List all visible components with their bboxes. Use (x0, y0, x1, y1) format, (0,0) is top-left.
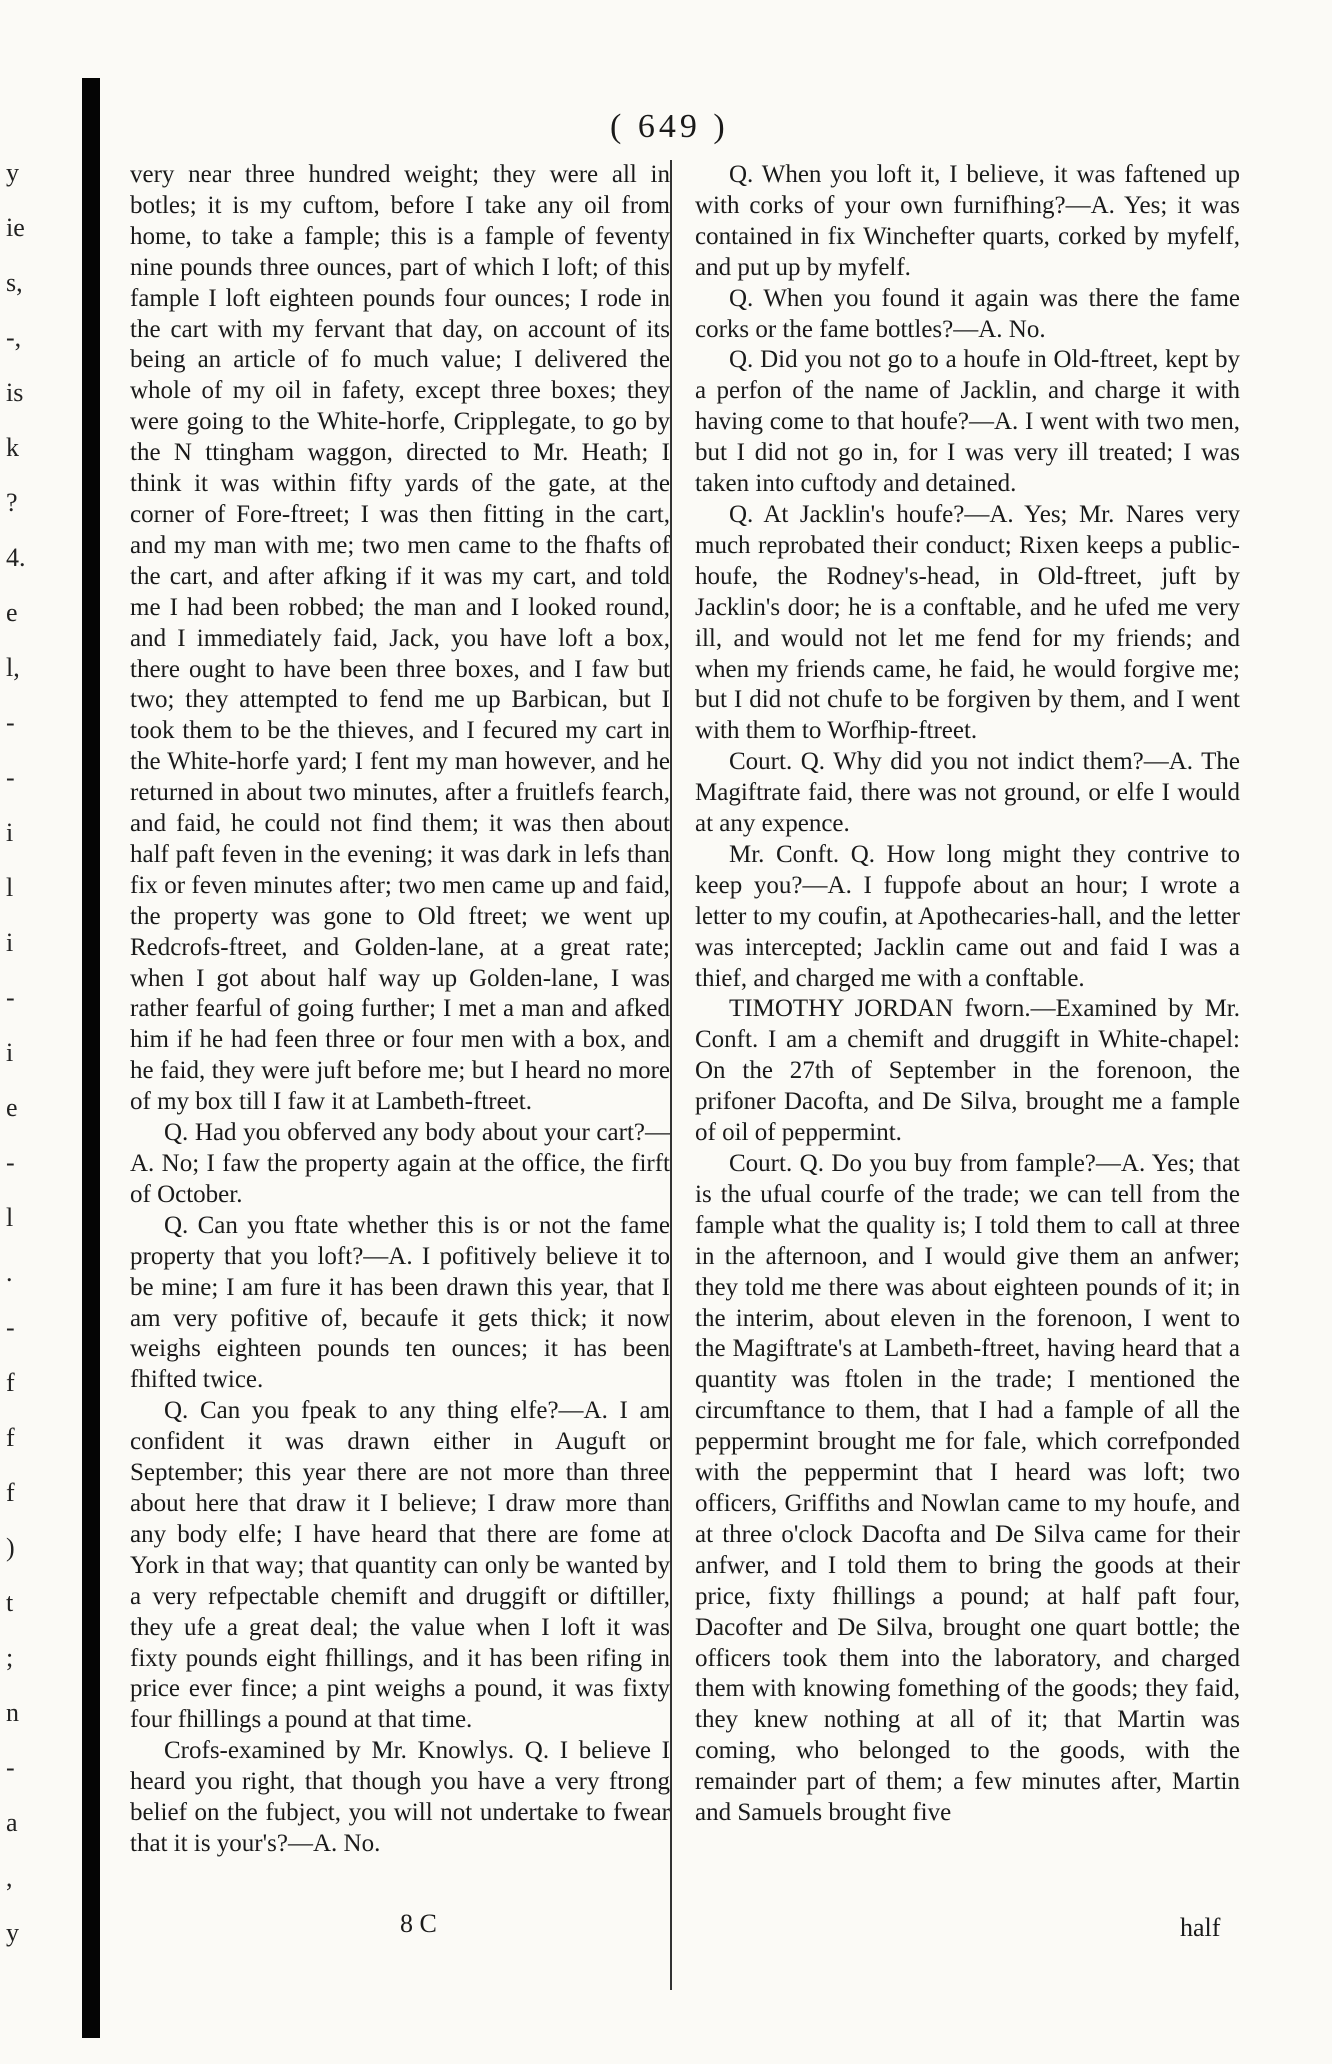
margin-fragment: is (6, 378, 24, 407)
margin-fragment: ; (6, 1643, 14, 1672)
paragraph: Q. Can you ftate whether this is or not the fame property that you loft?—A. I pofitively believe it to be mine; I am fure it has been drawn this year, that I am very pofitive of, becaufe it gets thick; it now weighs eighteen pounds ten ounces; it has been fhifted twice. (130, 1211, 670, 1394)
margin-fragment: i (6, 1038, 14, 1067)
margin-fragment: f (6, 1478, 15, 1507)
signature-mark: 8 C (400, 1909, 437, 1938)
margin-fragment: , (6, 1863, 13, 1892)
margin-fragment: - (6, 763, 15, 792)
margin-fragment: - (6, 983, 15, 1012)
paragraph: Q. When you found it again was there the fame corks or the fame bottles?—A. No. (695, 284, 1240, 343)
margin-fragment: - (6, 1148, 15, 1177)
paragraph: Mr. Conft. Q. How long might they contrive to keep you?—A. I fuppofe about an hour; I wrote a letter to my coufin, at Apothecaries-hall, and the letter was intercepted; Jacklin came out and faid I was a thief, and charged me with a conftable. (695, 840, 1240, 992)
margin-fragment: i (6, 818, 14, 847)
margin-fragment: n (6, 1698, 19, 1727)
binding-shadow (82, 78, 100, 2038)
margin-fragment: . (6, 1258, 13, 1287)
paragraph: Crofs-examined by Mr. Knowlys. Q. I believe I heard you right, that though you have a very ftrong belief on the fubject, you will not undertake to fwear that it is your's?—A. No. (130, 1737, 670, 1857)
margin-fragment: - (6, 708, 15, 737)
right-column (695, 160, 1240, 1829)
paragraph: Q. At Jacklin's houfe?—A. Yes; Mr. Nares very much reprobated their conduct; Rixen keeps a public-houfe, the Rodney's-head, in Old-ftreet, juft by Jacklin's door; he is a conftable, and he ufed me very ill, and would not let me fend for my friends; and when my friends came, he faid, he would forgive me; but I did not chufe to be forgiven by them, and I went with them to Worfhip-ftreet. (695, 500, 1240, 745)
margin-fragment: l (6, 1203, 14, 1232)
margin-fragment: f (6, 1423, 15, 1452)
column-rule (670, 160, 672, 1990)
paragraph: Q. Can you fpeak to any thing elfe?—A. I am confident it was drawn either in Auguft or September; this year there are not more than three about here that draw it I believe; I draw more than any body elfe; I have heard that there are fome at York in that way; that quantity can only be wanted by a very refpectable chemift and druggift or diftiller, they ufe a great deal; the value when I loft it was fixty pounds eight fhillings, and it has been rifing in price ever fince; a pint weighs a pound, it was fixty four fhillings a pound at that time. (130, 1397, 670, 1734)
margin-fragment: l (6, 873, 14, 902)
margin-fragment: y (6, 1918, 19, 1947)
margin-fragment: ie (6, 213, 25, 242)
paragraph: very near three hundred weight; they were all in botles; it is my cuftom, before I take any oil from home, to take a fample; this is a fample of feventy nine pounds three ounces, part of which I loft; of this fample I loft eighteen pounds four ounces; I rode in the cart with my fervant that day, on account of its being an article of fo much value; I delivered the whole of my oil in fafety, except three boxes; they were going to the White-horfe, Cripplegate, to go by the N ttingham waggon, directed to Mr. Heath; I think it was within fifty yards of the gate, at the corner of Fore-ftreet; I was then fitting in the cart, and my man with me; two men came to the fhafts of the cart, and after afking if it was my cart, and told me I had been robbed; the man and I looked round, and I immediately faid, Jack, you have loft a box, there ought to have been three boxes, and I faw but two; they attempted to fend me up Barbican, but I took them to be the thieves, and I fecured my cart in the White-horfe yard; I fent my man however, and he returned in about two minutes, after a fruitlefs fearch, and faid, he could not find them; it was then about half paft feven in the evening; it was dark in lefs than fix or feven minutes after; two men came up and faid, the property was gone to Old ftreet; we went up Redcrofs-ftreet, and Golden-lane, at a great rate; when I got about half way up Golden-lane, I was rather fearful of going further; I met a man and afked him if he had feen three or four men with a box, and he faid, they were juft before me; but I heard no more of my box till I faw it at Lambeth-ftreet. (130, 161, 670, 1116)
margin-fragment: t (6, 1588, 14, 1617)
margin-fragment: ) (6, 1533, 15, 1562)
margin-fragment: l, (6, 653, 20, 682)
margin-fragment: - (6, 1313, 15, 1342)
margin-fragment: k (6, 433, 19, 462)
catchword: half (1180, 1913, 1221, 1942)
paragraph: Court. Q. Do you buy from fample?—A. Yes; that is the ufual courfe of the trade; we can tell from the fample what the quality is; I told them to call at three in the afternoon, and I would give them an anfwer; they told me there was about eighteen pounds of it; in the interim, about eleven in the forenoon, I went to the Magiftrate's at Lambeth-ftreet, having heard that a quantity was ftolen in the trade; I mentioned the circumftance to them, that I had a fample of all the peppermint brought me for fale, which correfponded with the peppermint that I heard was loft; two officers, Griffiths and Nowlan came to my houfe, and at three o'clock Dacofta and De Silva came for their anfwer, and I told them to bring the goods at their price, fixty fhillings a pound; at half paft four, Dacofter and De Silva, brought one quart bottle; the officers took them into the laboratory, and charged them with knowing fomething of the goods; they faid, they knew nothing at all of it; that Martin was coming, who belonged to the goods, with the remainder part of them; a few minutes after, Martin and Samuels brought five (695, 1150, 1240, 1827)
margin-fragment: ? (6, 488, 18, 517)
margin-fragment: e (6, 598, 18, 627)
margin-fragment: f (6, 1368, 15, 1397)
margin-fragment: y (6, 158, 19, 187)
paragraph: Q. Did you not go to a houfe in Old-ftreet, kept by a perfon of the name of Jacklin, and charge it with having come to that houfe?—A. I went with two men, but I did not go in, for I was very ill treated; I was taken into cuftody and detained. (695, 346, 1240, 498)
paragraph: Court. Q. Why did you not indict them?—A. The Magiftrate faid, there was not ground, or elfe I would at any expence. (695, 748, 1240, 838)
margin-fragment: e (6, 1093, 18, 1122)
margin-fragment: s, (6, 268, 23, 297)
margin-fragment: i (6, 928, 14, 957)
margin-fragment: 4. (6, 543, 26, 572)
paragraph: TIMOTHY JORDAN fworn.—Examined by Mr. Conft. I am a chemift and druggift in White-chapel: On the 27th of September in the forenoon, the prifoner Dacofta, and De Silva, brought me a fample of oil of peppermint. (695, 995, 1240, 1147)
paragraph: Q. When you loft it, I believe, it was faftened up with corks of your own furnifhing?—A. Yes; it was contained in fix Winchefter quarts, corked by myfelf, and put up by myfelf. (695, 161, 1240, 281)
margin-fragment: -, (6, 323, 22, 352)
left-column (130, 160, 670, 1860)
page-number: ( 649 ) (610, 108, 729, 145)
margin-fragment: a (6, 1808, 18, 1837)
paragraph: Q. Had you obferved any body about your cart?—A. No; I faw the property again at the office, the firft of October. (130, 1119, 670, 1208)
margin-fragment: - (6, 1753, 15, 1782)
